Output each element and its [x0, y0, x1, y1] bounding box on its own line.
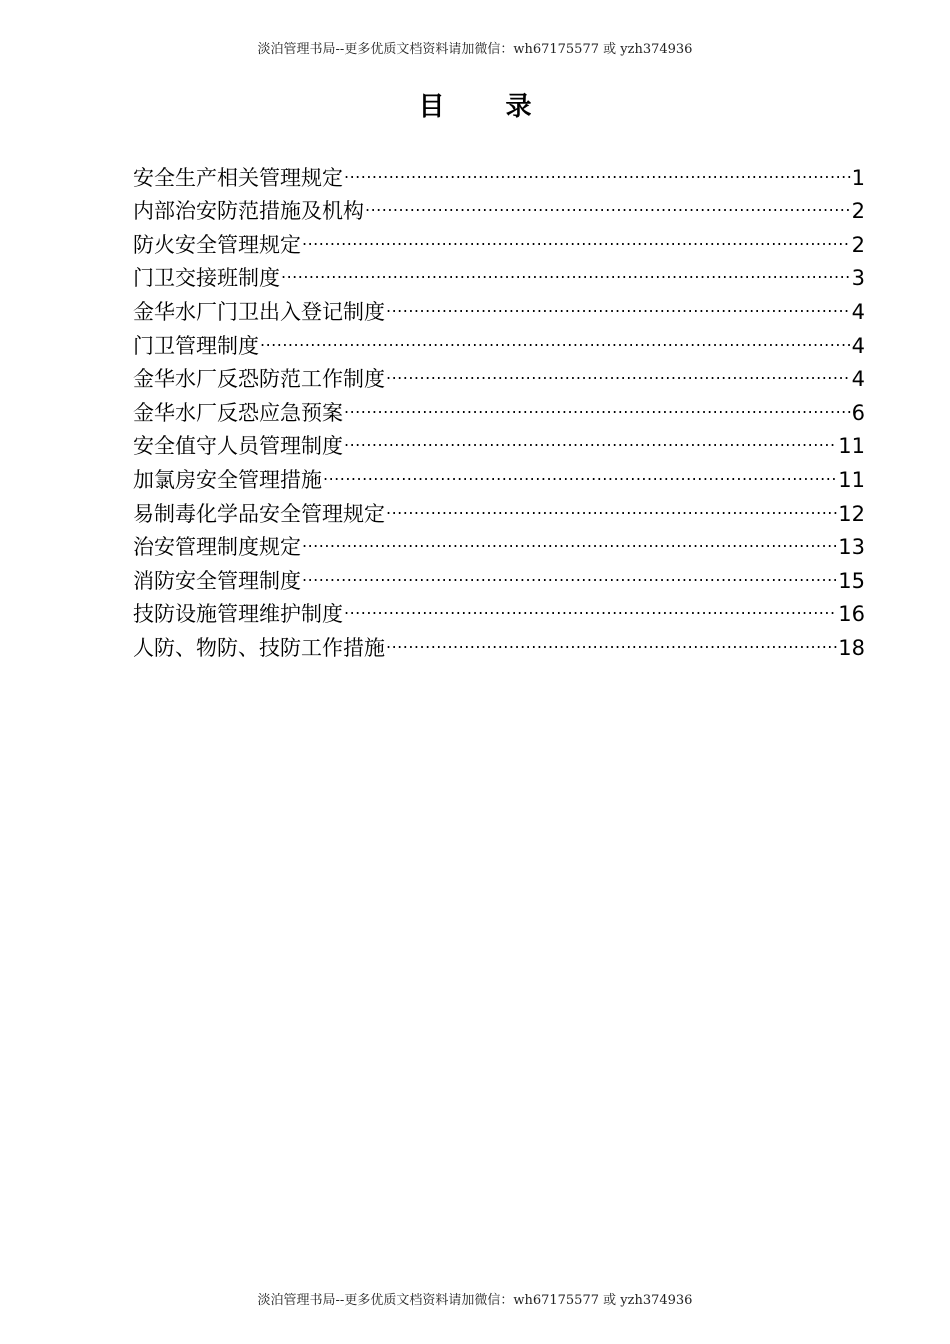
toc-item[interactable]: [133, 151, 865, 190]
toc-dot-leader: [323, 453, 837, 487]
toc-item-title: 安全生产相关管理规定: [133, 165, 343, 190]
toc-dot-leader: [302, 218, 851, 252]
toc-dot-leader: [302, 554, 837, 588]
toc-dot-leader: [386, 487, 837, 521]
toc-dot-leader: [344, 420, 837, 454]
toc-item-page: 2: [851, 199, 865, 224]
toc-item-page: 11: [838, 467, 865, 492]
toc-item-title: 消防安全管理制度: [133, 568, 301, 593]
toc-item-page: 15: [838, 568, 865, 593]
toc-item-title: 加氯房安全管理措施: [133, 467, 322, 492]
footer-note: 淡泊管理书局--更多优质文档资料请加微信：wh67175577 或 yzh374936: [257, 1293, 693, 1308]
toc-item-page: 12: [838, 501, 865, 526]
toc-item-title: 门卫管理制度: [133, 333, 259, 358]
toc-item-title: 金华水厂反恐应急预案: [133, 400, 343, 425]
toc-item-page: 2: [851, 232, 865, 257]
toc-item-title: 技防设施管理维护制度: [133, 602, 343, 627]
toc-dot-leader: [386, 285, 851, 319]
toc-dot-leader: [344, 588, 837, 622]
toc-dot-leader: [344, 386, 851, 420]
toc-dot-leader: [386, 621, 837, 655]
toc-item-page: 18: [838, 635, 865, 660]
toc-item-page: 4: [851, 367, 865, 392]
toc-item-title: 安全值守人员管理制度: [133, 434, 343, 459]
toc-dot-leader: [302, 521, 837, 555]
toc-item-page: 11: [838, 434, 865, 459]
toc-item-page: 4: [851, 333, 865, 358]
toc-dot-leader: [386, 353, 851, 387]
toc-item-page: 1: [851, 165, 865, 190]
toc-dot-leader: [344, 151, 851, 185]
toc-item-title: 防火安全管理规定: [133, 232, 301, 257]
toc-item-page: 3: [851, 266, 865, 291]
toc-item-title: 金华水厂反恐防范工作制度: [133, 367, 385, 392]
toc-item-page: 6: [851, 400, 865, 425]
toc-item-title: 治安管理制度规定: [133, 535, 301, 560]
toc-dot-leader: [281, 252, 851, 286]
toc-item-title: 门卫交接班制度: [133, 266, 280, 291]
page-title: 目 录: [418, 92, 558, 122]
toc-item-title: 易制毒化学品安全管理规定: [133, 501, 385, 526]
header-note: 淡泊管理书局--更多优质文档资料请加微信：wh67175577 或 yzh374936: [257, 42, 693, 57]
toc-dot-leader: [365, 185, 851, 219]
table-of-contents: [133, 151, 865, 660]
toc-item-title: 人防、物防、技防工作措施: [133, 635, 385, 660]
toc-item-page: 4: [851, 299, 865, 324]
toc-item-page: 16: [838, 602, 865, 627]
toc-dot-leader: [260, 319, 851, 353]
toc-item-page: 13: [838, 535, 865, 560]
toc-item-title: 金华水厂门卫出入登记制度: [133, 299, 385, 324]
toc-item-title: 内部治安防范措施及机构: [133, 199, 364, 224]
